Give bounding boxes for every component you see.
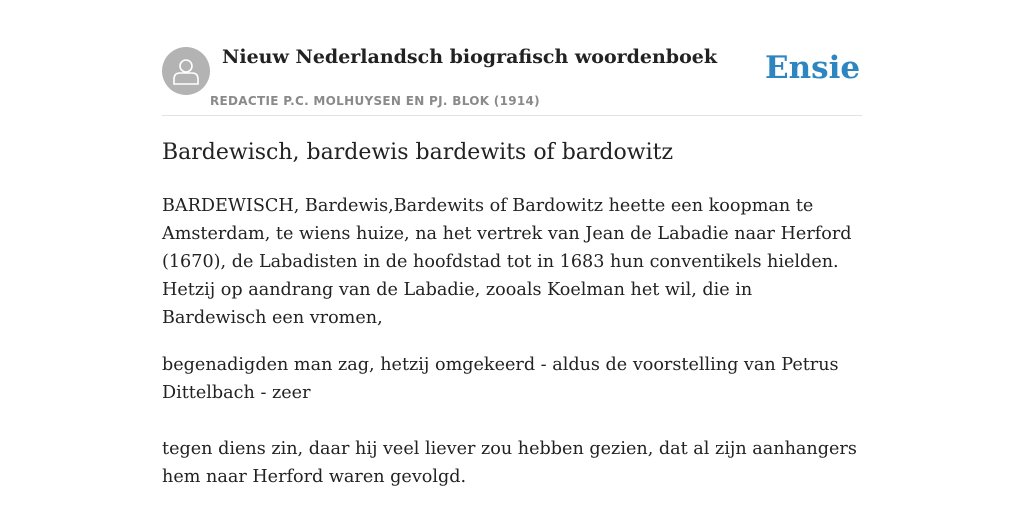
user-icon [173,57,199,85]
avatar [162,47,210,95]
article-paragraph-1: BARDEWISCH, Bardewis,Bardewits of Bardowitz heette een koopman te Amsterdam, te wiens huize, na het vertrek van Jean de Labadie naar Herford (1670), de Labadisten in de hoofdstad tot in 1683 hun conventikels hielden. Hetzij op aandrang van de Labadie, zooals Koelman het wil, die in Bardewisch een vromen, [162,196,852,328]
source-editors: REDACTIE P.C. MOLHUYSEN EN PJ. BLOK (1914) [210,94,540,108]
brand-logo[interactable]: Ensie [765,50,861,86]
article-title: Bardewisch, bardewis bardewits of bardowitz [162,140,674,165]
article-paragraph-3: tegen diens zin, daar hij veel liever zou hebben gezien, dat al zijn aanhangers hem naar Herford waren gevolgd. [162,439,857,487]
header-divider [162,115,862,116]
source-title[interactable]: Nieuw Nederlandsch biografisch woordenboek [222,46,718,68]
article-paragraph-2: begenadigden man zag, hetzij omgekeerd - aldus de voorstelling van Petrus Dittelbach - zeer [162,355,839,403]
